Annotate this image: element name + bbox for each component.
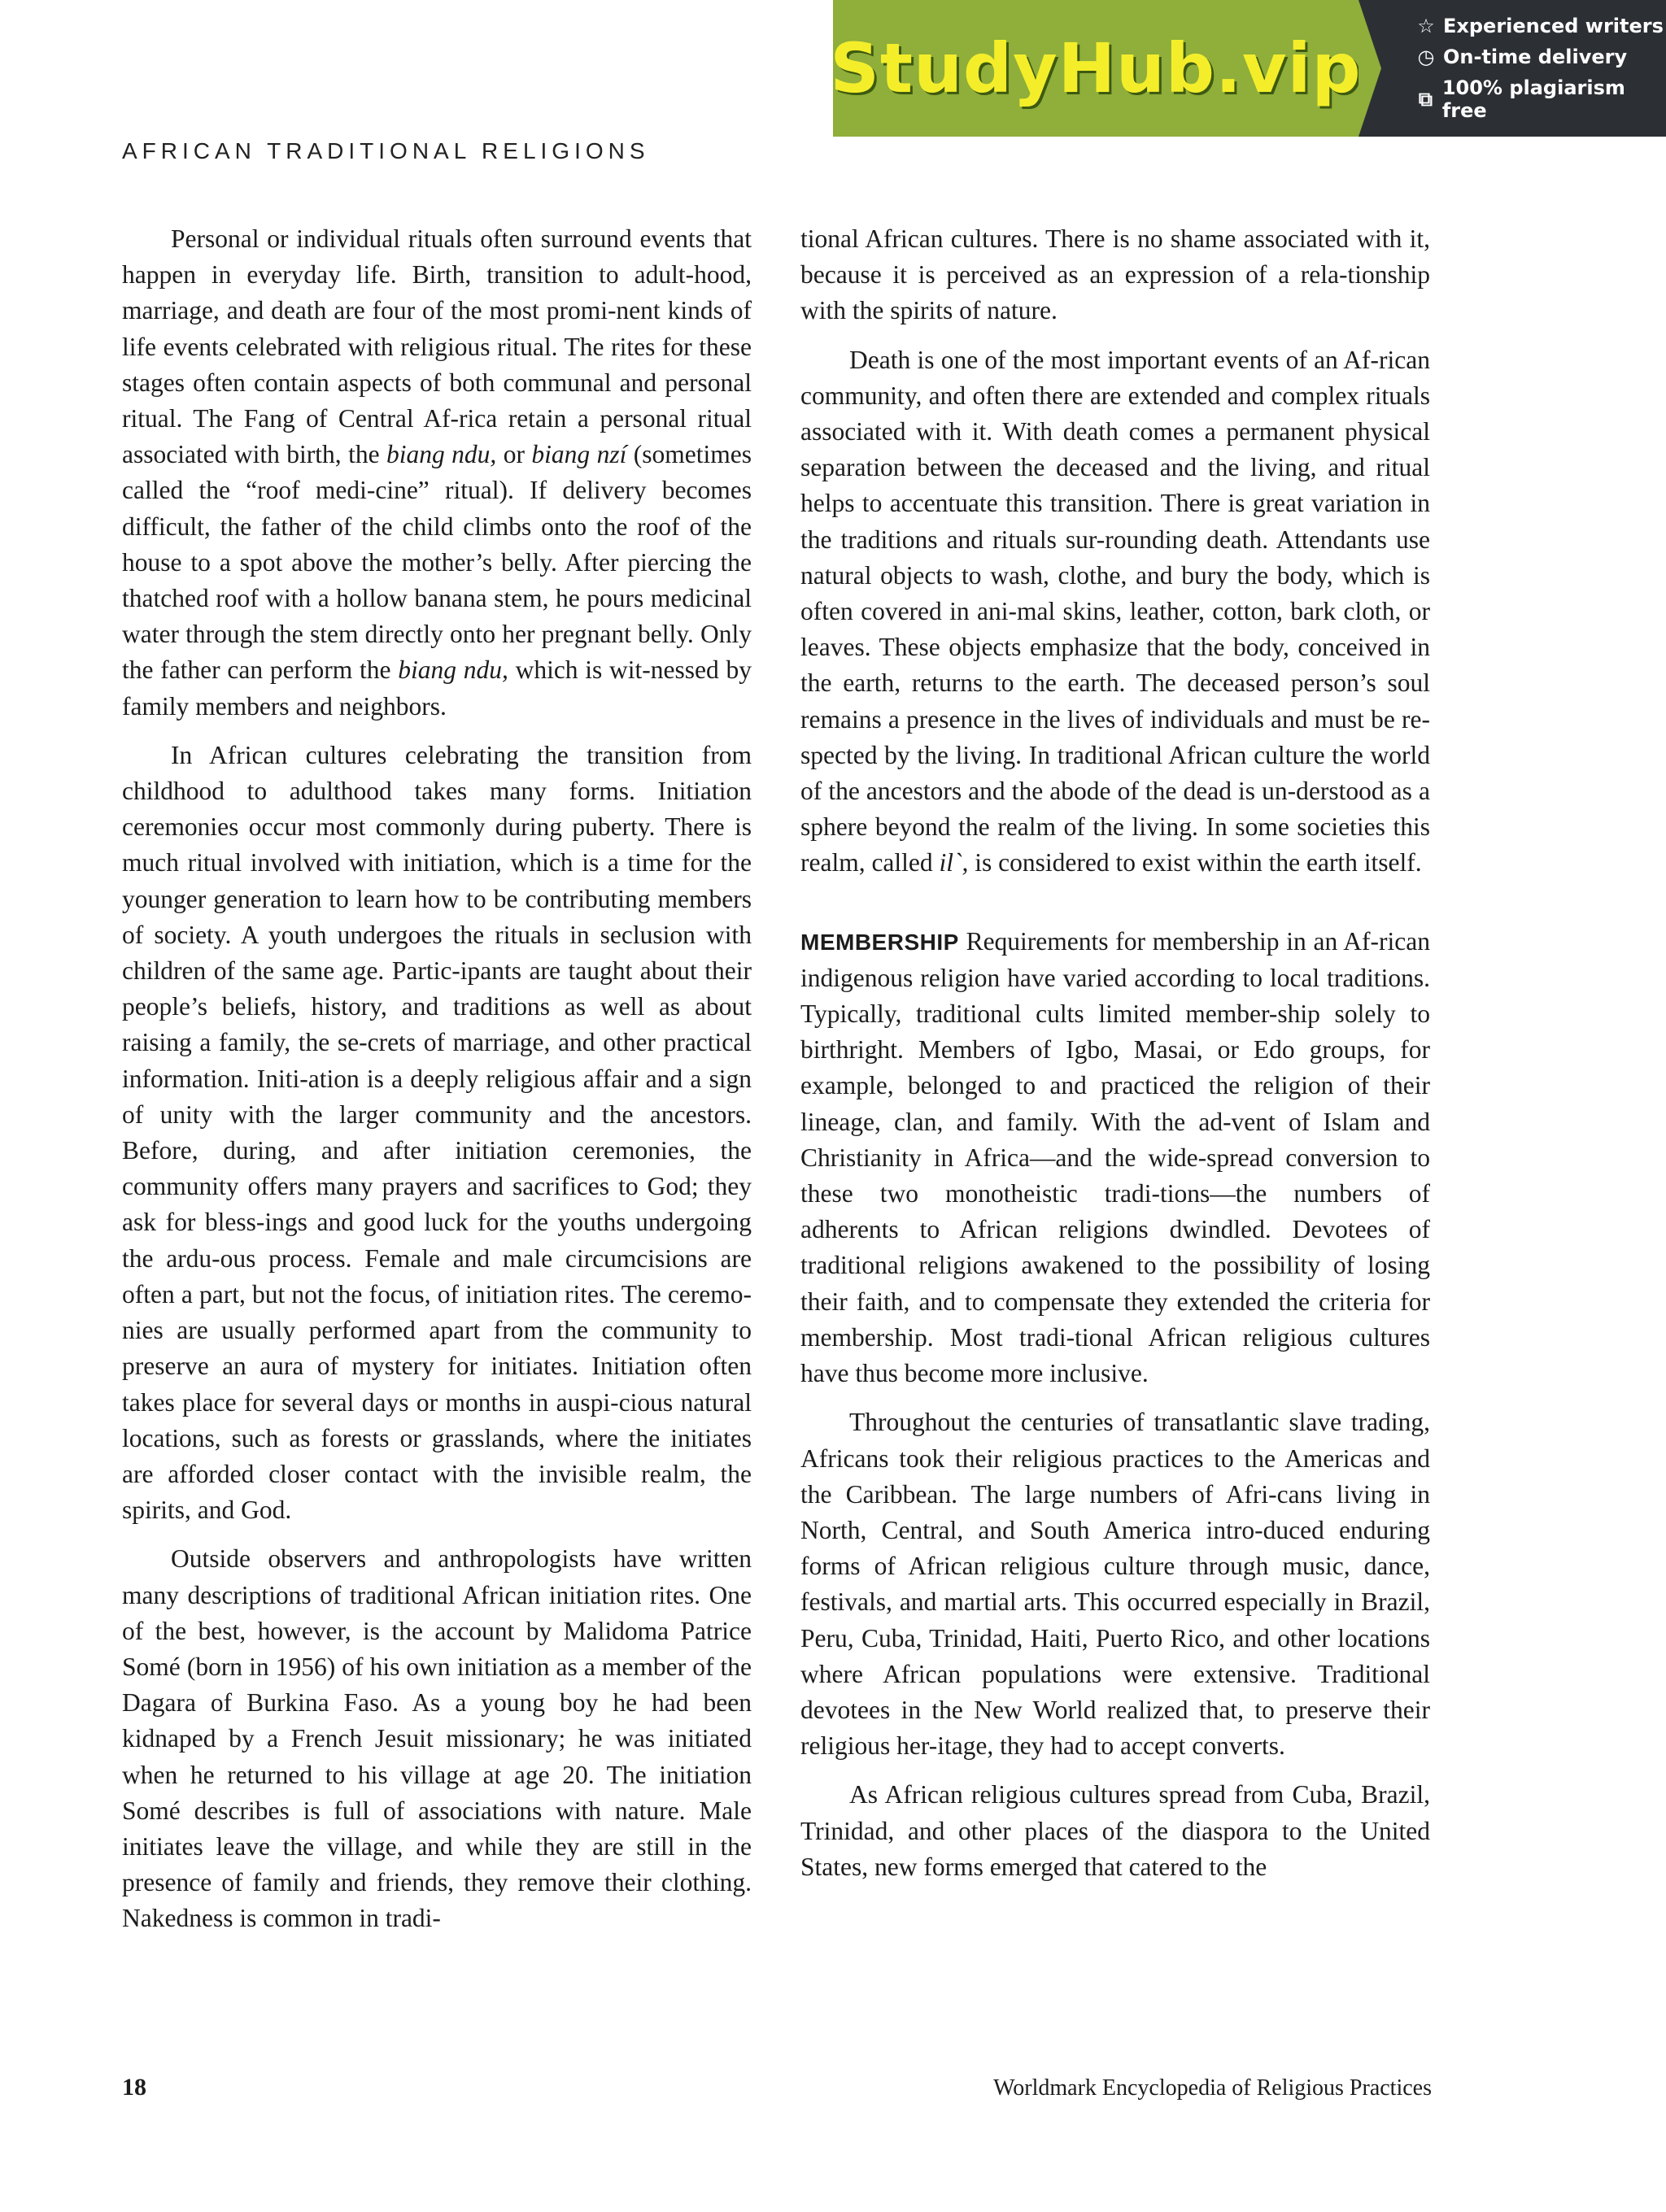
left-column — [122, 221, 752, 1950]
section-heading-membership: MEMBERSHIP — [800, 929, 959, 955]
running-head: AFRICAN TRADITIONAL RELIGIONS — [122, 138, 650, 163]
star-outline-icon: ☆ — [1417, 15, 1435, 37]
paragraph-diaspora: As African religious cultures spread from Cuba, Brazil, Trinidad, and other places of the diaspora to the United States, new forms emerged that catered to the — [800, 1780, 1430, 1881]
paragraph-personal-rituals: Personal or individual rituals often surround events that happen in everyday life. Birth, transition to adult-hood, marriage, and death are four of the most promi-nent kinds of life events celebrated with religious ritual. The rites for these stages often contain aspects of both communal and personal ritual. The Fang of Central Af-rica retain a personal ritual associated with birth, the biang ndu, or biang nzí (sometimes called the “roof medi-cine” ritual). If delivery becomes difficult, the father of the child climbs onto the roof of the house to a spot above the mother’s belly. After piercing the thatched roof with a hollow banana stem, he pours medicinal water through the stem directly onto her pregnant belly. Only the father can perform the biang ndu, which is wit-nessed by family members and neighbors. — [122, 224, 752, 721]
feature-label: 100% plagiarism free — [1441, 76, 1625, 122]
paragraph-initiation: In African cultures celebrating the transition from childhood to adulthood takes many forms. Initiation ceremonies occur most commonly during puberty. There is much ritual involved with initiation, which is a time for the younger generation to learn how to be contributing members of society. A youth undergoes the rituals in seclusion with children of the same age. Partic-ipants are taught about their people’s beliefs, history, and traditions as well as about raising a family, the se-crets of marriage, and other practical information. Initi-ation is a deeply religious affair and a sign of unity with the larger community and the ancestors. Before, during, and after initiation ceremonies, the community offers many prayers and sacrifices to God; they ask for bless-ings and good luck for the youths undergoing the ardu-ous process. Female and male circumcisions are often a part, but not the focus, of initiation rites. The ceremo-nies are usually performed apart from the community to preserve an aura of mystery for initiates. Initiation often takes place for several days or months in auspi-cious natural locations, such as forests or grasslands, where the initiates are afforded closer contact with the invisible realm, the spirits, and God. — [122, 740, 752, 1525]
copy-icon: ⧉ — [1418, 88, 1433, 111]
book-title: Worldmark Encyclopedia of Religious Practices — [993, 2075, 1432, 2101]
feature-on-time-delivery — [1415, 46, 1666, 68]
paragraph-continuation: tional African cultures. There is no shame associated with it, because it is perceived as an expression of a rela-tionship with the spirits of nature. — [800, 224, 1430, 325]
page-number: 18 — [122, 2074, 146, 2101]
banner-chevron — [1359, 0, 1381, 137]
studyhub-logo[interactable]: StudyHub.vip — [830, 28, 1362, 108]
clock-icon: ◷ — [1417, 46, 1435, 68]
feature-label: Experienced writers — [1443, 15, 1664, 37]
paragraph-death: Death is one of the most important events of an Af-rican community, and often there are extended and complex rituals associated with it. With death comes a permanent physical separation between the deceased and the living, and ritual helps to accentuate this transition. There is great variation in the traditions and rituals sur-rounding death. Attendants use natural objects to wash, clothe, and bury the body, which is often covered in ani-mal skins, leather, cotton, bark cloth, or leaves. These objects emphasize that the body, conceived in the earth, returns to the earth. The deceased person’s soul remains a presence in the lives of individuals and must be re-spected by the living. In traditional African culture the world of the ancestors and the abode of the dead is un-derstood as a sphere beyond the realm of the living. In some societies this realm, called il`, is considered to exist within the earth itself. — [800, 345, 1430, 877]
paragraph-membership: MEMBERSHIP Requirements for membership in an Af-rican indigenous religion have varied according to local traditions. Typically, traditional cults limited member-ship solely to birthright. Members of Igbo, Masai, or Edo groups, for example, belonged to and practiced the religion of their lineage, clan, and family. With the ad-vent of Islam and Christianity in Africa—and the wide-spread conversion to these two monotheistic tradi-tions—the numbers of adherents to African religions dwindled. Devotees of traditional religions awakened to the possibility of losing their faith, and to compensate they extended the criteria for membership. Most tradi-tional African religious cultures have thus become more inclusive. — [800, 926, 1430, 1388]
feature-label: On-time delivery — [1443, 46, 1628, 68]
right-column — [800, 221, 1430, 1898]
feature-plagiarism-free — [1415, 76, 1666, 122]
banner-features — [1359, 0, 1666, 137]
studyhub-banner[interactable] — [830, 0, 1666, 137]
banner-logo-panel[interactable] — [830, 0, 1362, 137]
paragraph-outside-observers: Outside observers and anthropologists have written many descriptions of traditional African initiation rites. One of the best, however, is the account by Malidoma Patrice Somé (born in 1956) of his own initiation as a member of the Dagara of Burkina Faso. As a young boy he had been kidnaped by a French Jesuit missionary; he was initiated when he returned to his village at age 20. The initiation Somé describes is full of associations with nature. Male initiates leave the village, and while they are still in the presence of family and friends, they remove their clothing. Nakedness is common in tradi- — [122, 1544, 752, 1933]
paragraph-transatlantic: Throughout the centuries of transatlantic slave trading, Africans took their religious practices to the Americas and the Caribbean. The large numbers of Afri-cans living in North, Central, and South America intro-duced enduring forms of African religious culture through music, dance, festivals, and martial arts. This occurred especially in Brazil, Peru, Cuba, Trinidad, Haiti, Puerto Rico, and other locations where African populations were extensive. Traditional devotees in the New World realized that, to preserve their religious her-itage, they had to accept converts. — [800, 1408, 1430, 1761]
feature-experienced-writers — [1415, 15, 1666, 37]
